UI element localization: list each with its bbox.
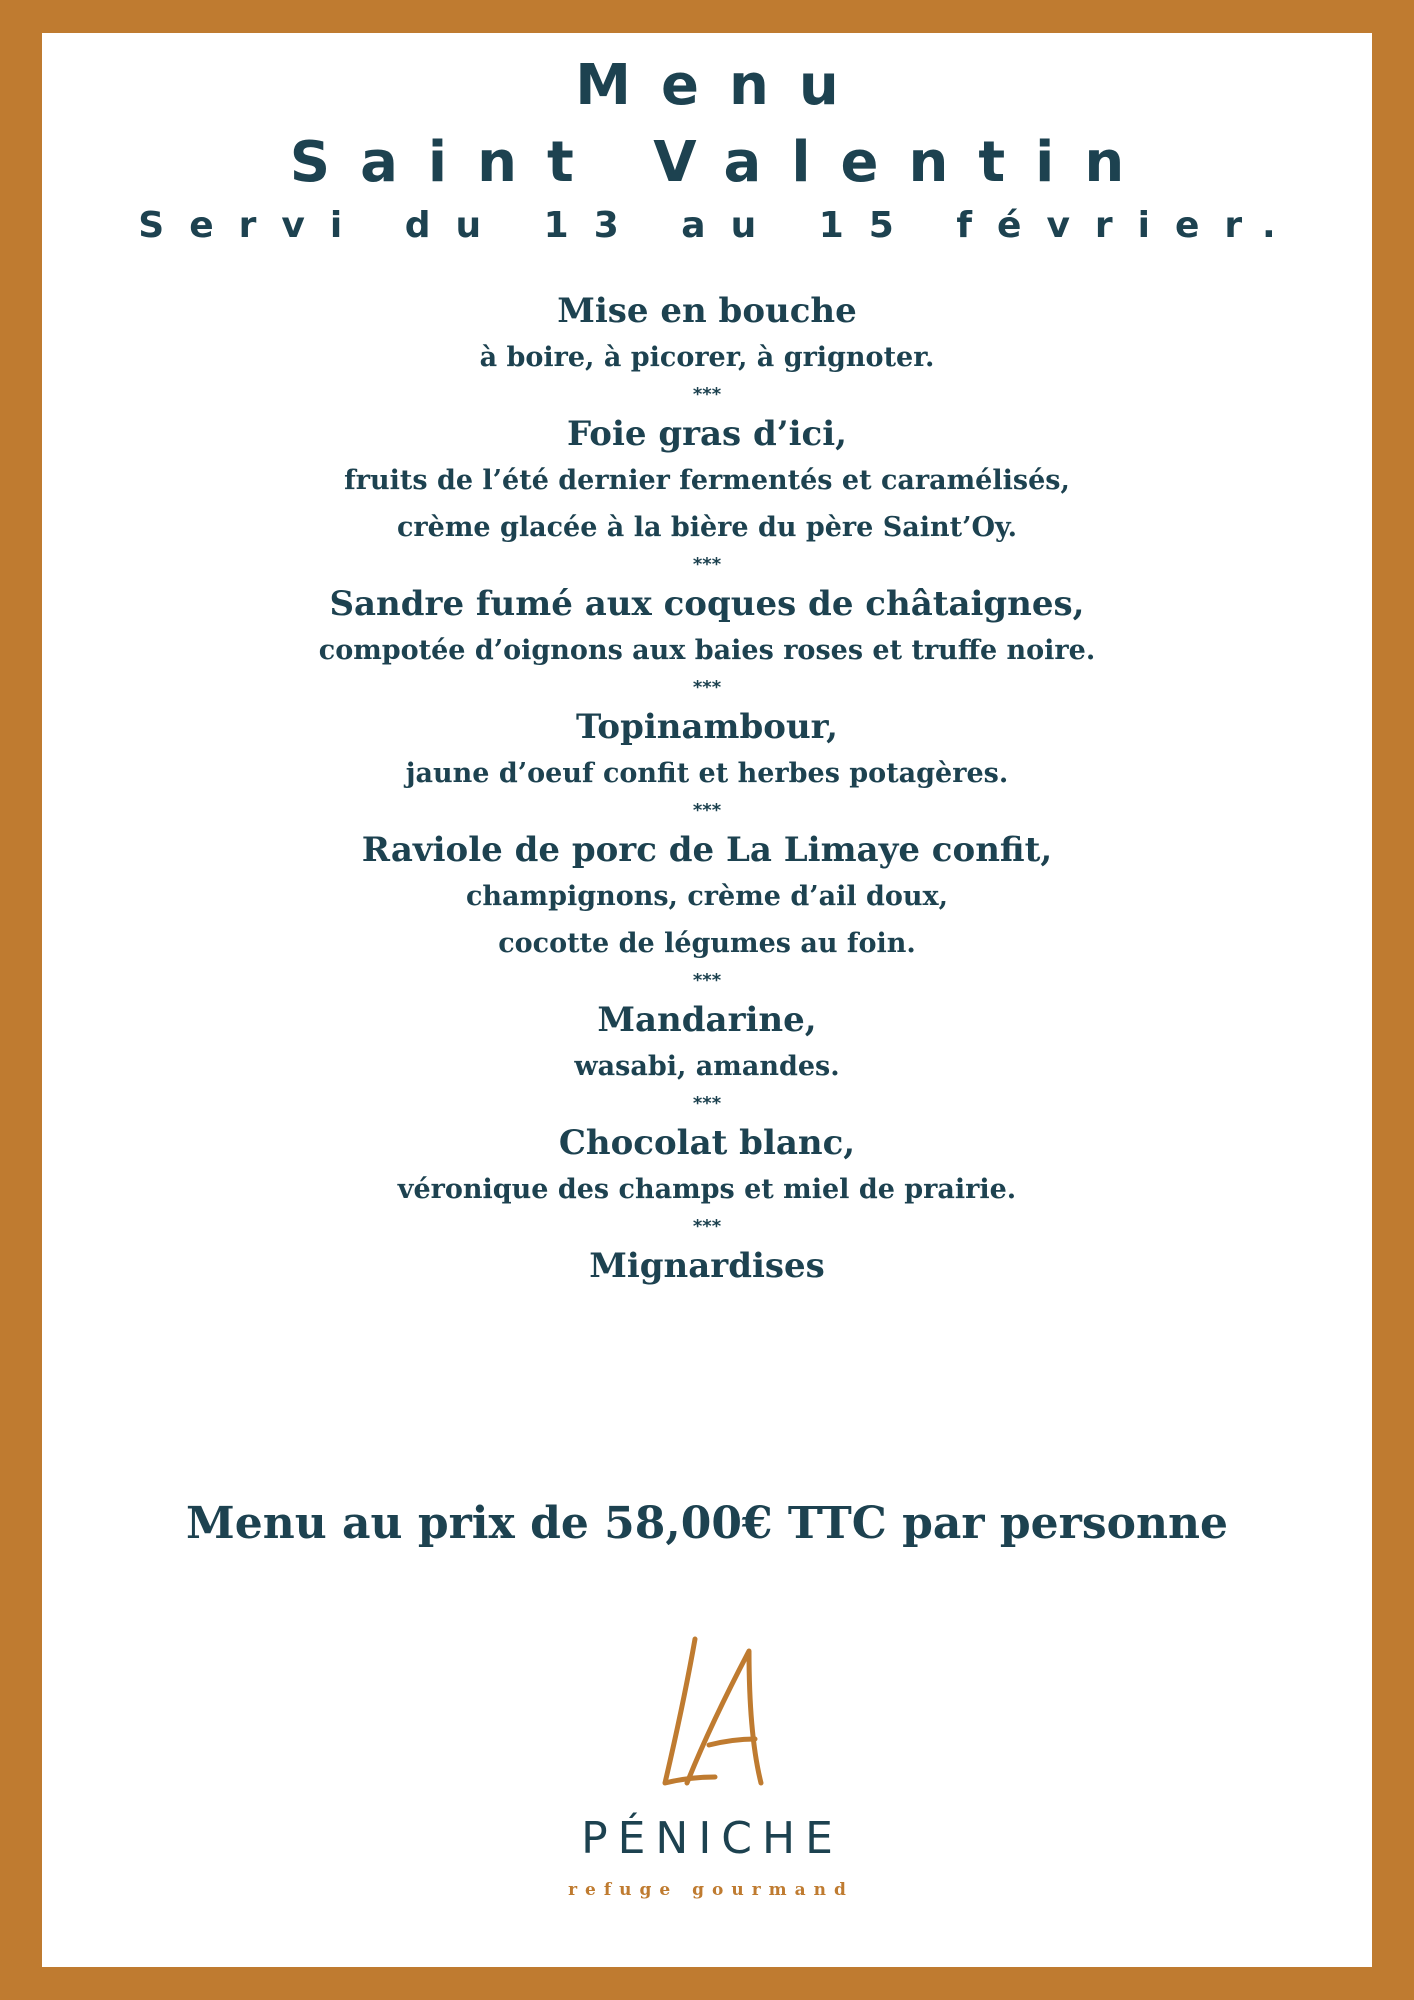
course-item <box>42 1243 1372 1289</box>
course-item <box>42 1120 1372 1213</box>
course-item <box>42 997 1372 1090</box>
course-description: wasabi, amandes. <box>574 1051 840 1082</box>
course-description: à boire, à picorer, à grignoter. <box>479 342 935 373</box>
course-description: champignons, crème d’ail doux, <box>465 881 949 912</box>
course-title: Sandre fumé aux coques de châtaignes, <box>329 584 1085 624</box>
course-title: Chocolat blanc, <box>558 1123 856 1163</box>
course-separator: *** <box>692 384 722 405</box>
course-separator: *** <box>692 554 722 575</box>
course-item <box>42 704 1372 797</box>
la-monogram-logo <box>637 1633 777 1803</box>
menu-subtitle-occasion: Saint Valentin <box>289 130 1155 195</box>
course-description: fruits de l’été dernier fermentés et caramélisés, <box>344 465 1070 496</box>
service-dates: Servi du 13 au 15 février. <box>138 205 1301 246</box>
menu-page <box>42 33 1372 1967</box>
course-separator: *** <box>692 1093 722 1114</box>
course-title: Raviole de porc de La Limaye confit, <box>361 830 1053 870</box>
course-separator: *** <box>692 970 722 991</box>
course-title: Foie gras d’ici, <box>566 414 848 454</box>
course-item <box>42 288 1372 381</box>
course-title: Mandarine, <box>597 1000 817 1040</box>
course-title: Topinambour, <box>576 707 838 747</box>
course-description: véronique des champs et miel de prairie. <box>397 1174 1017 1205</box>
restaurant-name: PÉNICHE <box>581 1813 843 1864</box>
course-title: Mise en bouche <box>557 291 857 331</box>
course-item <box>42 827 1372 967</box>
menu-price: Menu au prix de 58,00€ TTC par personne <box>186 1498 1228 1549</box>
course-description: crème glacée à la bière du père Saint’Oy. <box>396 512 1017 543</box>
course-separator: *** <box>692 677 722 698</box>
menu-title: Menu <box>575 53 869 118</box>
course-item <box>42 411 1372 551</box>
course-description: jaune d’oeuf confit et herbes potagères. <box>405 758 1009 789</box>
restaurant-logo <box>42 1633 1372 1900</box>
course-description: compotée d’oignons aux baies roses et truffe noire. <box>318 635 1096 666</box>
course-title: Mignardises <box>589 1246 825 1286</box>
course-separator: *** <box>692 1216 722 1237</box>
course-list <box>42 288 1372 1289</box>
course-separator: *** <box>692 800 722 821</box>
course-description: cocotte de légumes au foin. <box>498 928 916 959</box>
restaurant-tagline: refuge gourmand <box>568 1880 854 1900</box>
course-item <box>42 581 1372 674</box>
